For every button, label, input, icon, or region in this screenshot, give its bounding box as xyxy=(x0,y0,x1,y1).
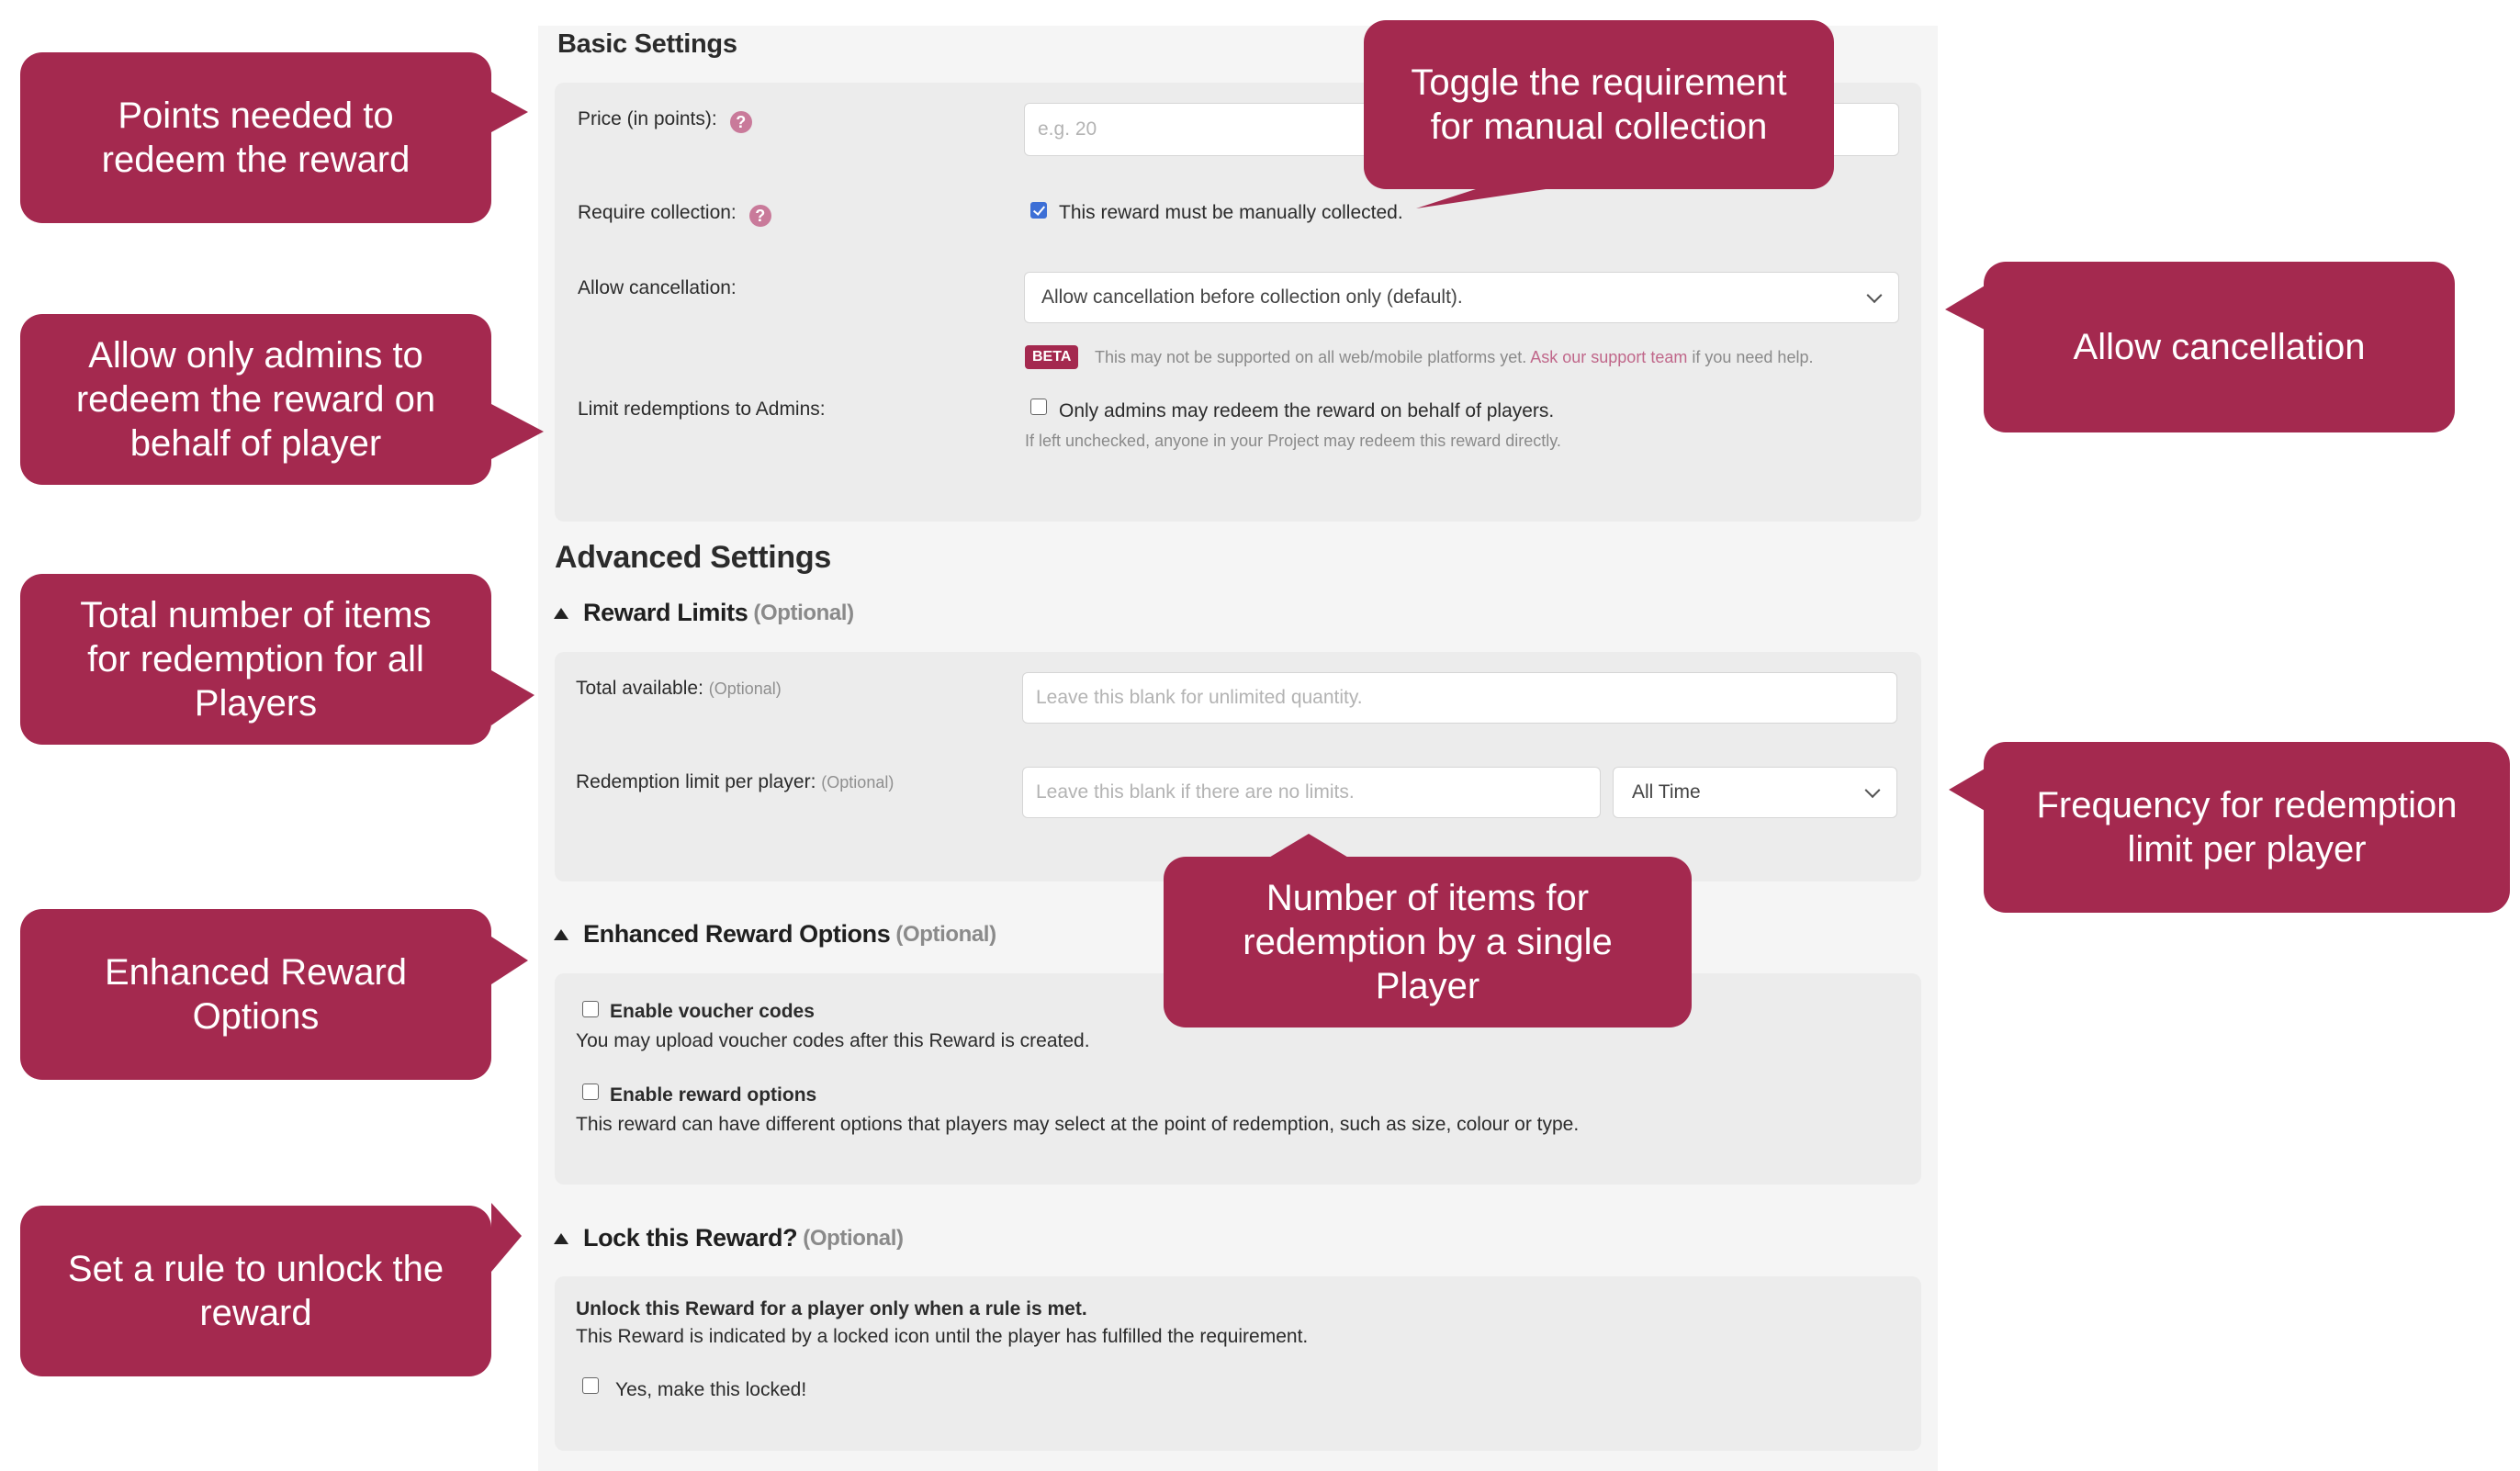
optional-tag: (Optional) xyxy=(753,600,854,625)
redemption-limit-label: Redemption limit per player: (Optional) xyxy=(576,771,894,792)
reward-options-label: Enable reward options xyxy=(610,1084,817,1106)
limit-admins-text: Only admins may redeem the reward on behalf of players. xyxy=(1059,400,1555,421)
callout-cancel: Allow cancellation xyxy=(1984,262,2455,432)
enhanced-options-title: Enhanced Reward Options xyxy=(583,920,891,948)
beta-badge: BETA xyxy=(1025,345,1078,369)
advanced-settings-heading: Advanced Settings xyxy=(555,540,831,575)
require-collection-text: This reward must be manually collected. xyxy=(1059,202,1403,223)
allow-cancellation-label: Allow cancellation: xyxy=(578,277,737,298)
allow-cancellation-value: Allow cancellation before collection only (default). xyxy=(1041,286,1463,308)
callout-unlock: Set a rule to unlock the reward xyxy=(20,1206,491,1376)
callout-pointer xyxy=(1267,834,1350,859)
help-icon[interactable]: ? xyxy=(730,111,752,133)
optional-tag: (Optional) xyxy=(895,921,996,947)
callout-pointer xyxy=(1945,285,1986,331)
lock-headline: Unlock this Reward for a player only when a rule is met. xyxy=(576,1298,1087,1319)
voucher-codes-label: Enable voucher codes xyxy=(610,1001,815,1022)
callout-admins: Allow only admins to redeem the reward on behalf of player xyxy=(20,314,491,485)
redemption-limit-input[interactable]: Leave this blank if there are no limits. xyxy=(1022,767,1601,818)
reward-limits-title: Reward Limits xyxy=(583,599,748,626)
callout-pointer xyxy=(491,937,528,984)
require-collection-label: Require collection: ? xyxy=(578,202,771,227)
limit-admins-help: If left unchecked, anyone in your Project may redeem this reward directly. xyxy=(1025,432,1561,450)
voucher-codes-help: You may upload voucher codes after this Reward is created. xyxy=(576,1030,1090,1051)
limit-admins-label: Limit redemptions to Admins: xyxy=(578,399,826,420)
price-input[interactable]: e.g. 20 xyxy=(1024,103,1899,156)
callout-enhanced: Enhanced Reward Options xyxy=(20,909,491,1080)
callout-points: Points needed to redeem the reward xyxy=(20,52,491,223)
basic-settings-heading: Basic Settings xyxy=(557,29,737,59)
help-icon[interactable]: ? xyxy=(749,205,771,227)
lock-check-label: Yes, make this locked! xyxy=(615,1379,807,1400)
lock-reward-title: Lock this Reward? xyxy=(583,1224,798,1252)
callout-pointer xyxy=(1416,188,1552,208)
reward-options-help: This reward can have different options that players may select at the point of redemption, such as size, colour or type. xyxy=(576,1114,1580,1135)
lock-help: This Reward is indicated by a locked icon until the player has fulfilled the requirement. xyxy=(576,1326,1309,1347)
callout-pointer xyxy=(1949,768,1986,812)
optional-tag: (Optional) xyxy=(803,1225,904,1251)
callout-toggle: Toggle the requirement for manual collection xyxy=(1364,20,1834,189)
callout-pointer xyxy=(491,404,544,459)
period-value: All Time xyxy=(1632,781,1701,803)
total-available-input[interactable]: Leave this blank for unlimited quantity. xyxy=(1022,672,1897,724)
callout-pointer xyxy=(491,670,534,725)
callout-pointer xyxy=(491,92,528,132)
callout-total: Total number of items for redemption for all Players xyxy=(20,574,491,745)
beta-note: This may not be supported on all web/mobile platforms yet. Ask our support team if you need help. xyxy=(1095,348,1814,366)
price-label: Price (in points): ? xyxy=(578,108,752,133)
callout-pointer xyxy=(491,1203,522,1272)
callout-single: Number of items for redemption by a single Player xyxy=(1164,857,1692,1027)
support-link[interactable]: Ask our support team xyxy=(1530,348,1688,366)
callout-frequency: Frequency for redemption limit per player xyxy=(1984,742,2510,913)
total-available-label: Total available: (Optional) xyxy=(576,678,782,699)
